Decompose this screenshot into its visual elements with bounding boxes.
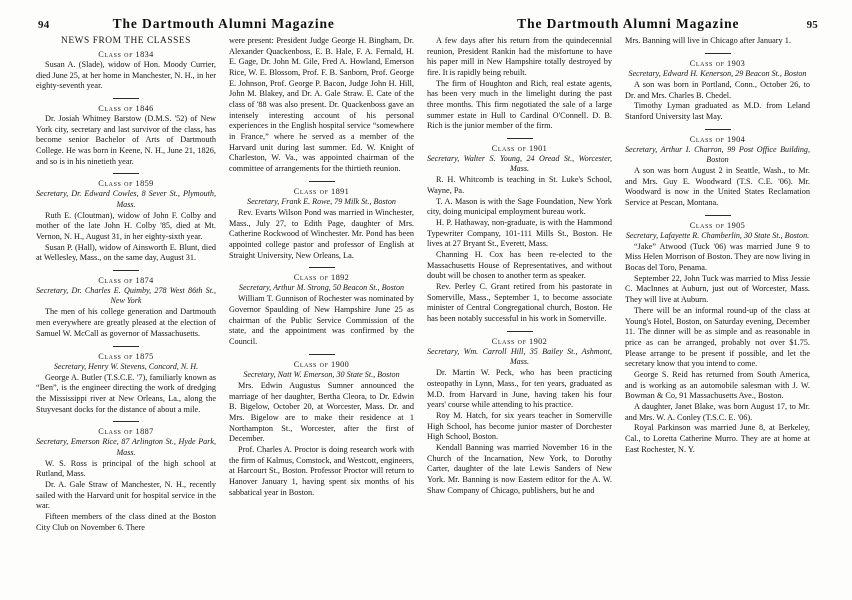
- class-heading-year: 1834: [135, 50, 154, 59]
- class-year-heading: [36, 276, 216, 285]
- class-secretary-line: Secretary, Natt W. Emerson, 30 State St., Boston: [243, 369, 400, 379]
- class-year-heading: [625, 59, 810, 68]
- class-note-paragraph: George S. Reid has returned from South America, and is working as an automobile salesman with J. W. Bowman & Co, 91 Massachusetts Ave., Boston.: [625, 369, 810, 401]
- class-year-heading: [36, 50, 216, 59]
- class-note-paragraph: Dr. Martin W. Peck, who has been practicing osteopathy in Lynn, Mass., for ten years, graduated as M.D. from Harvard in June, having taken his four years' course while attending to his practice.: [427, 368, 612, 410]
- class-note-paragraph: R. H. Whitcomb is teaching in St. Luke's School, Wayne, Pa.: [427, 175, 612, 196]
- class-heading-year: 1902: [529, 336, 548, 346]
- class-heading-year: 1903: [727, 58, 746, 68]
- class-note-paragraph: Dr. A. Gale Straw of Manchester, N. H., recently sailed with the Harvard unit for hospital service in the war.: [36, 480, 216, 511]
- class-note-paragraph: T. A. Mason is with the Sage Foundation, New York city, doing municipal employment bureau work.: [427, 196, 612, 217]
- class-note-paragraph: Susan P. (Hall), widow of Ainsworth E. Blunt, died at Wellesley, Mass., on the same day, August 31.: [36, 242, 216, 263]
- section-divider-rule: [507, 331, 533, 332]
- class-note-paragraph: were present: President Judge George H. Bingham, Dr. Alexander Quackenboss, E. B. Hale, F. A. Fernald, H. E. Gage, Dr. John M. Gile, Fred A. Howland, Emerson Rice, W. E. Blossom, Prof. F. B. Sanborn, Prof. George E. Johnson, Prof. George P. Bacon, Judge John H. Hill, John M. Blakey, and Dr. A. Gale Straw. E. Cate of the class of '88 was also present. Dr. Quackenboss gave an intensely interesting account of his personal experiences in the English hospital service “somewhere in France,” where he served as a member of the Harvard unit during last summer. Ed. W. Knight of Charleston, W. Va., was appointed chairman of the committee of arrangements for the thirtieth reunion.: [229, 36, 414, 174]
- class-heading-label: Class of: [98, 427, 134, 437]
- text-column-2: [229, 36, 414, 592]
- class-heading-label: Class of: [689, 58, 725, 68]
- class-note-paragraph: Royal Parkinson was married June 8, at Berkeley, Cal., to Loretta Catherine Murro. They are at home at East Rochester, N. Y.: [625, 423, 810, 454]
- section-divider-rule: [309, 354, 335, 355]
- class-heading-year: 1892: [331, 273, 350, 283]
- class-note-paragraph: George A. Butler (T.S.C.E. '7), familiarly known as “Ben”, is the engineer directing the work of dredging the Mississippi river at New Orleans, La., along the Stuyvesant docks for the distance of about a mile.: [36, 372, 216, 414]
- class-secretary-line: Secretary, Wm. Carroll Hill, 35 Bailey St., Ashmont, Mass.: [427, 346, 612, 367]
- class-heading-label: Class of: [98, 50, 134, 59]
- class-year-heading: [625, 221, 810, 230]
- class-note-paragraph: Prof. Charles A. Proctor is doing research work with the firm of Kalmus, Comstock, and Westcott, engineers, at Harcourt St., Boston. Professor Proctor will return to Hanover January 1, having spent six months of his sabbatical year in Boston.: [229, 445, 415, 497]
- folio-left: 94: [38, 19, 50, 31]
- class-heading-label: Class of: [491, 144, 527, 154]
- class-heading-label: Class of: [98, 104, 134, 114]
- class-year-heading: [36, 179, 216, 188]
- class-secretary-line: Secretary, Dr. Charles E. Quimby, 278 West 86th St., New York: [36, 286, 216, 306]
- text-column-3: [427, 36, 612, 592]
- class-year-heading: [36, 427, 216, 436]
- class-note-paragraph: “Jake” Atwood (Tuck '06) was married June 9 to Miss Helen Morrison of Boston. They are now living in Bocas del Toro, Penama.: [625, 241, 810, 273]
- class-note-paragraph: Rev. Perley C. Grant retired from his pastorate in Somerville, Mass., September 1, to become associate minister of Central Congregational church, Boston. He has been notably successful in his work in Somerville.: [427, 282, 612, 324]
- section-divider-rule: [113, 346, 139, 347]
- class-secretary-line: Secretary, Arthur I. Charron, 99 Post Office Building, Boston: [625, 144, 810, 164]
- section-divider-rule: [507, 138, 533, 139]
- class-note-paragraph: Mrs. Banning will live in Chicago after January 1.: [625, 36, 791, 45]
- class-year-heading: [36, 352, 216, 361]
- class-secretary-line: Secretary, Henry W. Stevens, Concord, N. H.: [53, 361, 199, 371]
- class-note-paragraph: Susan A. (Slade), widow of Hon. Moody Currier, died June 25, at her home in Manchester, N. H., in her eighty-seventh year.: [36, 60, 216, 91]
- class-note-paragraph: The firm of Houghton and Rich, real estate agents, has been very much in the limelight during the past three months. This firm negotiated the sale of a large summer estate in Hull to Cardinal O'Connell. D. B. Rich is the junior member of the firm.: [427, 78, 612, 131]
- class-secretary-line: Secretary, Dr. Edward Cowles, 8 Sever St., Plymouth, Mass.: [36, 189, 216, 209]
- class-note-paragraph: Roy M. Hatch, for six years teacher in Somerville High School, has become junior master of Dorchester High School, Boston.: [427, 410, 612, 442]
- class-heading-year: 1875: [135, 351, 154, 361]
- publication-title-left: The Dartmouth Alumni Magazine: [112, 16, 335, 31]
- class-heading-year: 1900: [331, 359, 350, 369]
- class-note-paragraph: The men of his college generation and Dartmouth men everywhere are greatly pleased at the election of Samuel W. McCall as governor of Massachusetts.: [36, 307, 216, 338]
- class-note-paragraph: Ruth E. (Cloutman), widow of John F. Colby and mother of the late John H. Colby '85, died at Mt. Vernon, N. H., August 31, in her eighty-sixth year.: [36, 210, 216, 242]
- class-note-paragraph: William T. Gunnison of Rochester was nominated by Governor Spaulding of New Hampshire June 25 as chairman of the Public Service Commission of the state, and the appointment was confirmed by the Council.: [229, 294, 414, 347]
- class-heading-year: 1901: [529, 144, 548, 154]
- folio-right: 95: [806, 19, 818, 31]
- running-head-left: [38, 16, 418, 34]
- class-heading-year: 1859: [135, 179, 154, 189]
- section-divider-rule: [705, 129, 731, 130]
- news-section-title: NEWS FROM THE CLASSES: [61, 36, 191, 46]
- class-note-paragraph: A son was born August 2 in Seattle, Wash., to Mr. and Mrs. Guy E. Woodward (T.S. C.E. '06). Mr. Woodward is now in the United States Reclamation Service at Pescan, Montana.: [625, 165, 810, 207]
- section-divider-rule: [113, 173, 139, 174]
- running-head-right: [430, 16, 818, 34]
- class-secretary-line: Secretary, Frank E. Rowe, 79 Milk St., Boston: [247, 196, 396, 206]
- class-heading-year: 1905: [727, 220, 746, 230]
- class-note-paragraph: Dr. Josiah Whitney Barstow (D.M.S. '52) of New York city, secretary and last survivor of the class, has become senior Bachelor of Arts of Dartmouth College. He was born in Keene, N. H., June 21, 1826, and so is in his ninetieth year.: [36, 114, 216, 166]
- class-note-paragraph: Timothy Lyman graduated as M.D. from Leland Stanford University last May.: [625, 101, 810, 121]
- class-note-paragraph: A son was born in Portland, Conn., October 26, to Dr. and Mrs. Charles B. Chedel.: [625, 79, 810, 100]
- class-year-heading: [427, 337, 612, 346]
- class-secretary-line: Secretary, Emerson Rice, 87 Arlington St., Hyde Park, Mass.: [36, 437, 216, 457]
- text-column-4: [625, 36, 810, 592]
- class-note-paragraph: Fifteen members of the class dined at the Boston City Club on November 6. There: [36, 512, 216, 532]
- class-year-heading: [36, 104, 216, 113]
- class-heading-label: Class of: [689, 220, 725, 230]
- class-year-heading: [229, 360, 414, 369]
- class-note-paragraph: Channing H. Cox has been re-elected to the Massachusetts House of Representatives, and without doubt will be chosen to another term as speaker.: [427, 250, 612, 281]
- class-heading-label: Class of: [293, 359, 329, 369]
- publication-title-right: The Dartmouth Alumni Magazine: [517, 16, 740, 31]
- class-heading-label: Class of: [98, 351, 134, 361]
- class-heading-label: Class of: [98, 179, 134, 189]
- class-note-paragraph: A daughter, Janet Blake, was born August 17, to Mr. and Mrs. W. A. Conley (T.S.C. E. '06).: [625, 401, 810, 422]
- class-note-paragraph: There will be an informal round-up of the class at Young's Hotel, Boston, on Saturday evening, December 11. The dinner will be as simple and as reasonable in price as can be arranged, probably not over $1.75. Please arrange to be present if possible, and let the secretary know that you intend to come.: [625, 305, 810, 369]
- class-heading-year: 1904: [727, 134, 746, 144]
- class-note-paragraph: W. S. Ross is principal of the high school at Rutland, Mass.: [36, 458, 216, 479]
- class-heading-label: Class of: [689, 134, 725, 144]
- class-note-paragraph: September 22, John Tuck was married to Miss Jessie C. MacInnes at Auburn, just out of Worcester, Mass. They will live at Auburn.: [625, 273, 810, 305]
- class-secretary-line: Secretary, Walter S. Young, 24 Oread St., Worcester, Mass.: [427, 154, 612, 174]
- text-columns: [36, 36, 820, 592]
- class-heading-year: 1887: [135, 427, 154, 437]
- text-column-1: [36, 36, 216, 592]
- class-note-paragraph: Rev. Evarts Wilson Pond was married in Winchester, Mass., July 27, to Edith Page, daughter of Mrs. Catherine Rockwood of Winchester. Mr. Pond has been appointed college pastor and professor of English at Straight University, New Orleans, La.: [229, 207, 414, 260]
- class-heading-label: Class of: [491, 336, 527, 346]
- class-year-heading: [427, 144, 612, 153]
- class-year-heading: [625, 135, 810, 144]
- class-note-paragraph: Mrs. Edwin Augustus Sumner announced the marriage of her daughter, Bertha Cleora, to Dr. Edwin B. Bigelow, October 20, at Worcester, Mass. Dr. and Mrs. Bigelow are to make their residence at 1 Northampton St., Worcester, after the first of December.: [229, 381, 414, 444]
- section-divider-rule: [309, 267, 335, 268]
- class-secretary-line: Secretary, Edward H. Kenerson, 29 Beacon St., Boston: [628, 68, 807, 78]
- class-heading-year: 1874: [135, 276, 154, 286]
- class-heading-label: Class of: [293, 273, 329, 283]
- class-year-heading: [229, 273, 414, 282]
- section-divider-rule: [113, 270, 139, 271]
- class-note-paragraph: A few days after his return from the quindecennial reunion, President Rankin had the misfortune to have his paper mill in New Hampshire totally destroyed by fire. It is rapidly being rebuilt.: [427, 36, 612, 78]
- class-secretary-line: Secretary, Arthur M. Strong, 50 Beacon St., Boston: [238, 283, 405, 293]
- class-note-paragraph: Kendall Banning was married November 16 in the Church of the Incarnation, New York, to Dorothy Carter, daughter of the late Lewis Sanders of New York. Mr. Banning is now Eastern editor for the A. W. Shaw Company of Chicago, publishers, but he and: [427, 442, 612, 495]
- section-divider-rule: [705, 53, 731, 54]
- class-heading-year: 1846: [135, 104, 154, 114]
- class-note-paragraph: H. P. Hathaway, non-graduate, is with the Hammond Typewriter Company, 101-111 Mills St., Boston. He lives at 27 Bryant St., Everett, Mass.: [427, 218, 612, 249]
- section-divider-rule: [113, 98, 139, 99]
- section-divider-rule: [309, 181, 335, 182]
- class-heading-label: Class of: [98, 276, 134, 286]
- class-heading-label: Class of: [293, 186, 329, 196]
- section-divider-rule: [113, 421, 139, 422]
- class-year-heading: [229, 187, 414, 196]
- class-heading-year: 1891: [331, 186, 350, 196]
- section-divider-rule: [705, 215, 731, 216]
- class-secretary-line: Secretary, Lafayette R. Chamberlin, 30 State St., Boston.: [625, 230, 810, 240]
